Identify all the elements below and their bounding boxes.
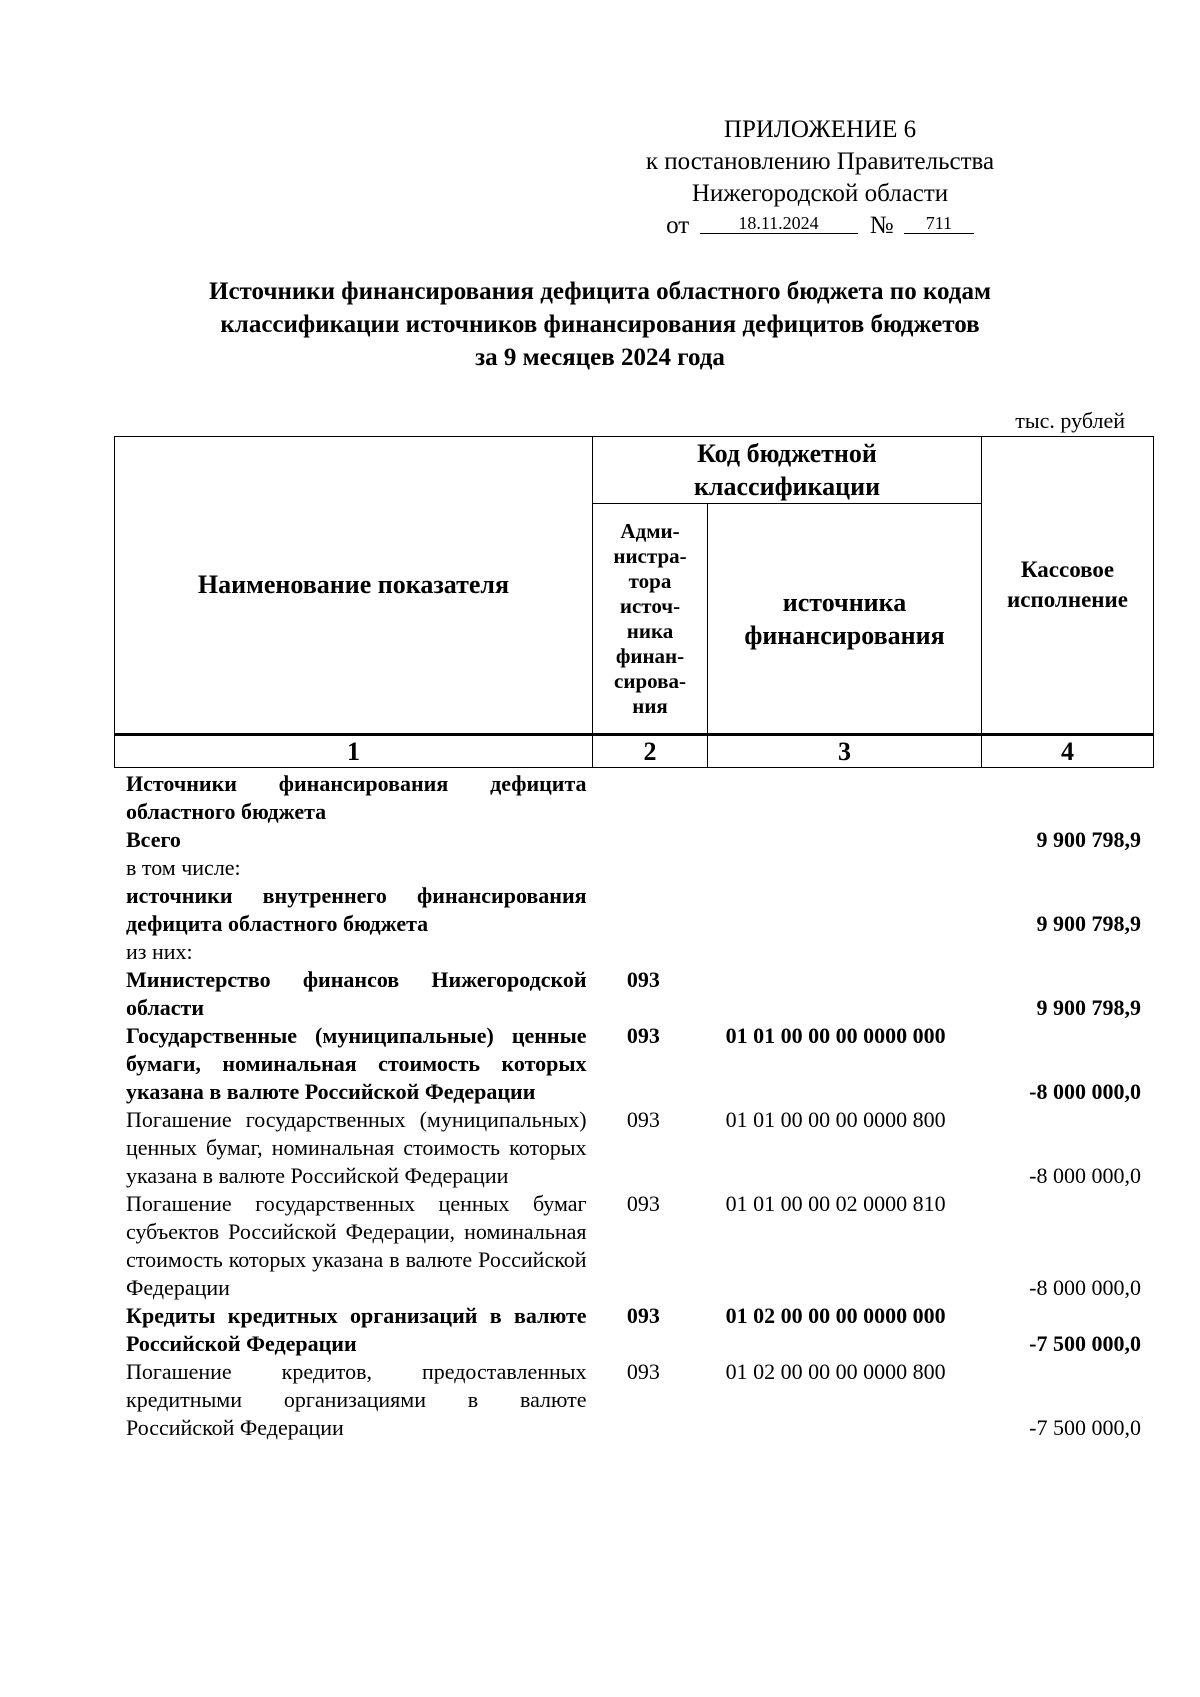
column-number-2: 2 <box>593 735 708 768</box>
row-admin-code <box>587 882 701 938</box>
row-amount: -8 000 000,0 <box>1029 1079 1141 1104</box>
row-admin-code: 093 <box>626 967 660 992</box>
appendix-block <box>600 114 1040 242</box>
row-admin-code <box>587 770 701 826</box>
row-admin-code <box>587 938 701 966</box>
number-label: № <box>869 212 894 239</box>
table-row <box>114 1106 1153 1190</box>
table-row <box>114 826 1153 854</box>
row-amount: -7 500 000,0 <box>1029 1331 1141 1356</box>
title-line-1: Источники финансирования дефицита областного бюджета по кодам <box>209 278 991 305</box>
header-administrator <box>593 504 708 735</box>
row-amount <box>971 770 1153 826</box>
row-source-code: 01 01 00 00 02 0000 810 <box>725 1191 946 1216</box>
header-financing-source <box>708 504 982 735</box>
row-admin-code: 093 <box>626 1191 660 1216</box>
title-line-2: классификации источников финансирования дефицитов бюджетов <box>220 311 980 338</box>
row-name: в том числе: <box>126 855 241 880</box>
row-name: Погашение кредитов, предоставленных кредитными организациями в валюте Российской Федерации <box>126 1359 587 1440</box>
document-title <box>0 275 1200 374</box>
from-label: от <box>666 212 690 239</box>
row-source-code <box>700 882 971 938</box>
row-name: Погашение государственных (муниципальных) ценных бумаг, номинальная стоимость которых указана в валюте Российской Федерации <box>126 1107 587 1188</box>
column-number-4: 4 <box>982 735 1154 768</box>
appendix-date-line <box>600 210 1040 242</box>
row-source-code <box>700 966 971 1022</box>
table-row <box>114 854 1153 882</box>
row-source-code <box>700 854 971 882</box>
table-row <box>114 966 1153 1022</box>
row-name: Источники финансирования дефицита областного бюджета <box>126 771 587 824</box>
header-admin-line: финан- <box>615 643 685 668</box>
row-name: Министерство финансов Нижегородской области <box>126 967 587 1020</box>
row-name: Погашение государственных ценных бумаг субъектов Российской Федерации, номинальная стоимость которых указана в валюте Российской Федерации <box>126 1191 587 1300</box>
header-admin-line: Адми- <box>620 518 680 543</box>
row-amount <box>971 854 1153 882</box>
row-amount: -8 000 000,0 <box>1029 1163 1141 1188</box>
row-admin-code <box>587 826 701 854</box>
column-number-1: 1 <box>115 735 593 768</box>
header-admin-line: ния <box>632 693 668 718</box>
header-budget-code <box>593 437 982 504</box>
header-source-line-2: финансирования <box>744 620 945 650</box>
row-source-code: 01 02 00 00 00 0000 000 <box>725 1303 946 1328</box>
header-admin-line: источ- <box>619 593 681 618</box>
row-amount: 9 900 798,9 <box>1036 995 1141 1020</box>
decree-date: 18.11.2024 <box>700 213 858 234</box>
table-row <box>114 1302 1153 1358</box>
column-number-3: 3 <box>708 735 982 768</box>
row-source-code: 01 02 00 00 00 0000 800 <box>725 1359 946 1384</box>
table-row <box>114 1190 1153 1302</box>
appendix-decree-line: к постановлению Правительства <box>645 148 995 175</box>
appendix-title: ПРИЛОЖЕНИЕ 6 <box>723 116 917 143</box>
header-exec-line-1: Кассовое <box>1020 557 1115 582</box>
row-amount <box>971 938 1153 966</box>
header-exec-line-2: исполнение <box>1007 587 1129 612</box>
table-row <box>114 1358 1153 1442</box>
row-name: из них: <box>126 939 193 964</box>
header-admin-line: ника <box>626 618 674 643</box>
row-amount: 9 900 798,9 <box>1036 911 1141 936</box>
row-source-code <box>700 938 971 966</box>
decree-number: 711 <box>904 213 974 234</box>
row-source-code <box>700 826 971 854</box>
units-label: тыс. рублей <box>1015 408 1125 433</box>
table-row <box>114 1022 1153 1106</box>
table-body <box>114 770 1153 1442</box>
row-admin-code: 093 <box>626 1303 660 1328</box>
header-budget-code-line-2: классификации <box>693 472 881 501</box>
row-name: источники внутреннего финансирования дефицита областного бюджета <box>126 883 587 936</box>
row-admin-code <box>587 854 701 882</box>
title-line-3: за 9 месяцев 2024 года <box>475 344 725 371</box>
table-row <box>114 882 1153 938</box>
header-admin-line: сирова- <box>614 668 686 693</box>
header-admin-line: тора <box>628 568 672 593</box>
row-name: Кредиты кредитных организаций в валюте Российской Федерации <box>126 1303 587 1356</box>
header-budget-code-line-1: Код бюджетной <box>697 439 877 468</box>
row-source-code: 01 01 00 00 00 0000 800 <box>725 1107 946 1132</box>
row-amount: -7 500 000,0 <box>1029 1415 1141 1440</box>
table-row <box>114 770 1153 826</box>
row-source-code <box>700 770 971 826</box>
row-admin-code: 093 <box>626 1107 660 1132</box>
row-name: Государственные (муниципальные) ценные бумаги, номинальная стоимость которых указана в валюте Российской Федерации <box>126 1023 587 1104</box>
row-admin-code: 093 <box>626 1359 660 1384</box>
header-source-line-1: источника <box>782 587 907 617</box>
appendix-region-line: Нижегородской области <box>691 180 949 207</box>
row-admin-code: 093 <box>626 1023 660 1048</box>
row-amount: 9 900 798,9 <box>1036 827 1141 852</box>
table-header <box>114 436 1154 768</box>
header-admin-line: нистра- <box>613 543 687 568</box>
row-name: Всего <box>126 827 181 852</box>
row-amount: -8 000 000,0 <box>1029 1275 1141 1300</box>
table-row <box>114 938 1153 966</box>
row-source-code: 01 01 00 00 00 0000 000 <box>725 1023 946 1048</box>
header-indicator-name: Наименование показателя <box>115 437 593 735</box>
header-cash-execution <box>982 437 1154 735</box>
